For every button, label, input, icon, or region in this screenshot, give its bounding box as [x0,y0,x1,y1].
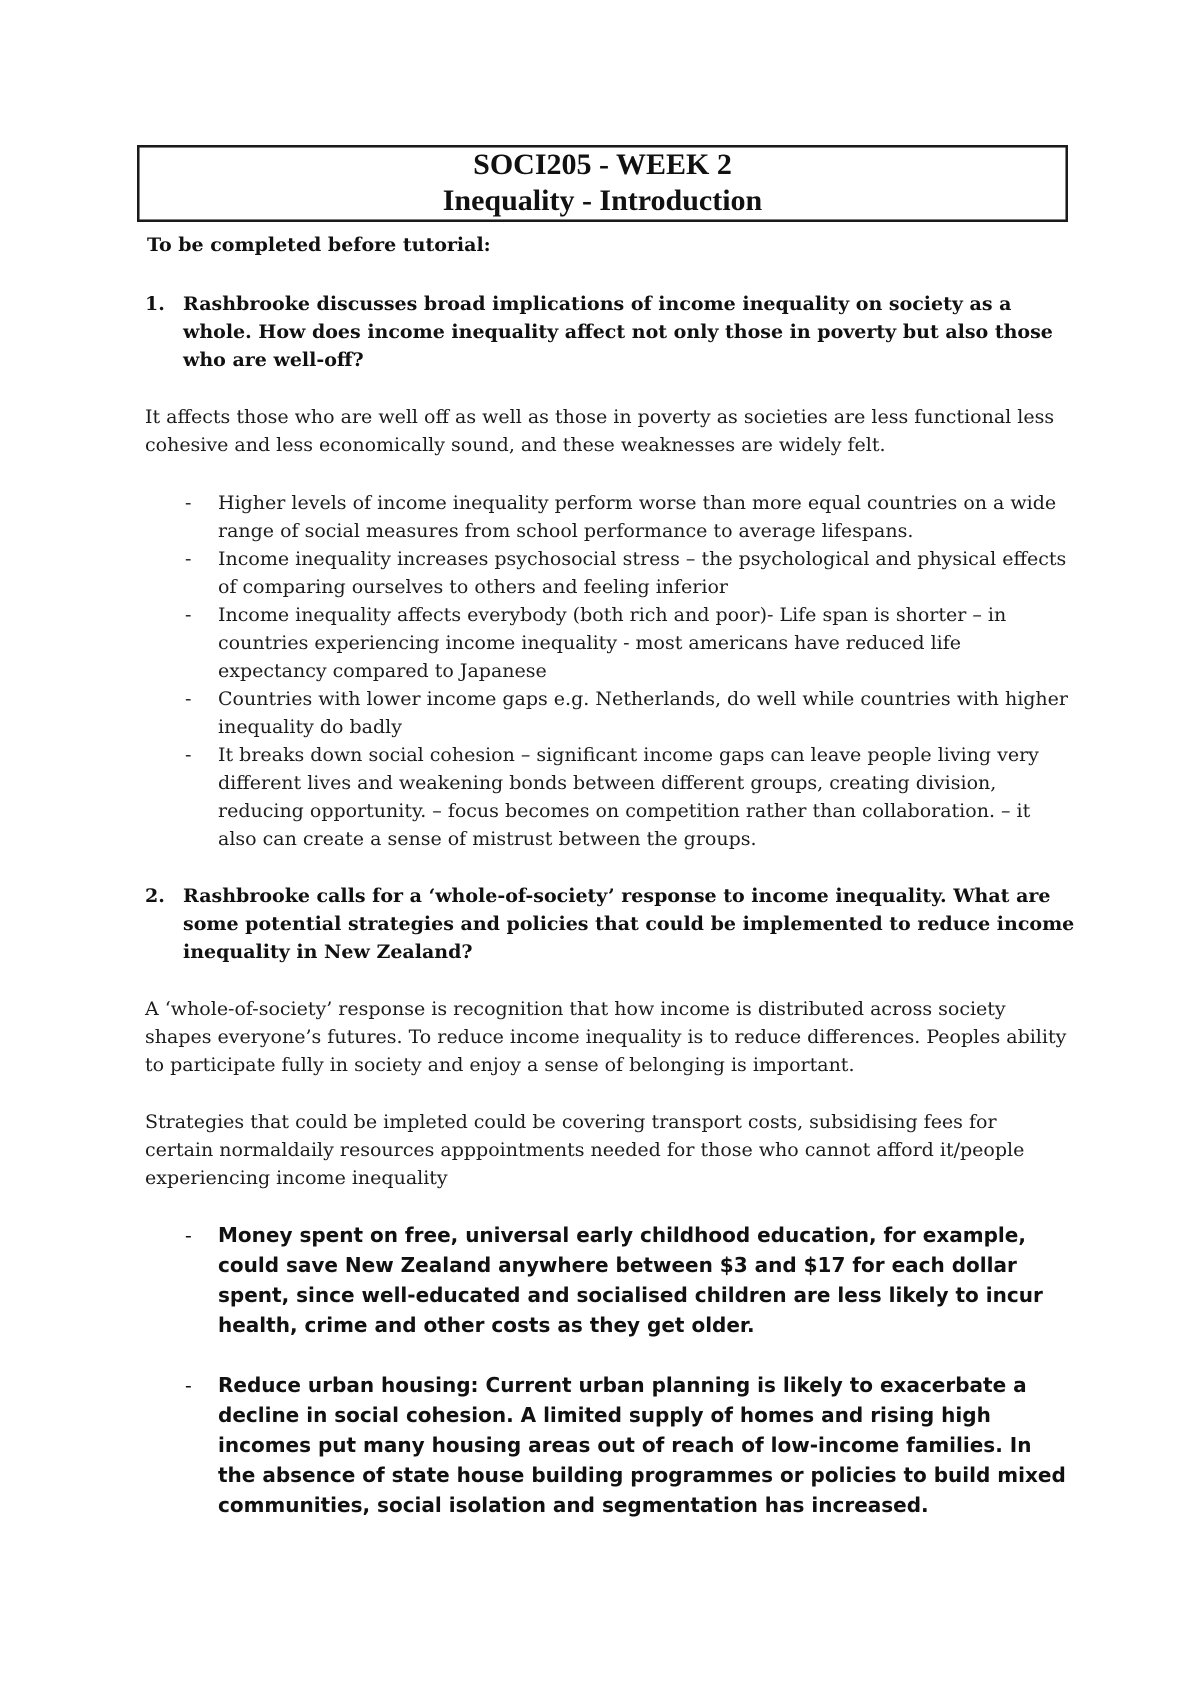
question-text: Rashbrooke calls for a ‘whole-of-society’ response to income inequality. What are some potential strategies and policies that could be implemented to reduce income inequality in New Zealand? [183,885,1075,963]
list-item [145,489,1070,545]
bullet-dash: - [185,1373,192,1397]
answer-paragraph: Strategies that could be impleted could be covering transport costs, subsidising fees for certain normaldaily resources apppointments needed for those who cannot afford it/people experiencing income inequality [145,1111,1025,1189]
bullet-list-bold [145,1220,1070,1520]
list-item [145,741,1070,853]
list-item [145,685,1070,741]
list-item-text: Reduce urban housing: Current urban planning is likely to exacerbate a decline in social cohesion. A limited supply of homes and rising high incomes put many housing areas out of reach of low-income families. In the absence of state house building programmes or policies to build mixed communities, social isolation and segmentation has increased. [218,1373,1066,1517]
list-item-text: It breaks down social cohesion – significant income gaps can leave people living very different lives and weakening bonds between different groups, creating division, reducing opportunity. – focus becomes on competition rather than collaboration. – it also can create a sense of mistrust between the groups. [218,744,1039,850]
bullet-dash: - [185,492,192,514]
bullet-dash: - [185,744,192,766]
question-1 [145,290,1075,374]
bullet-dash: - [185,688,192,710]
bullet-dash: - [185,548,192,570]
intro-label: To be completed before tutorial: [147,234,491,256]
list-item [145,545,1070,601]
answer-paragraph: A ‘whole-of-society’ response is recognition that how income is distributed across society shapes everyone’s futures. To reduce income inequality is to reduce differences. Peoples ability to participate fully in society and enjoy a sense of belonging is important. [145,998,1067,1076]
bullet-dash: - [185,604,192,626]
bullet-list [145,489,1070,853]
question-text: Rashbrooke discusses broad implications of income inequality on society as a whole. How does income inequality affect not only those in poverty but also those who are well-off? [183,293,1053,371]
list-item-text: Income inequality increases psychosocial stress – the psychological and physical effects of comparing ourselves to others and feeling inferior [218,548,1067,598]
question-number: 2. [145,885,165,907]
list-item [145,601,1070,685]
list-item-text: Countries with lower income gaps e.g. Netherlands, do well while countries with higher inequality do badly [218,688,1068,738]
list-item [145,1220,1070,1340]
list-item [145,1370,1070,1520]
course-title: SOCI205 - WEEK 2 [473,148,732,181]
title-box [137,145,1068,222]
answer-paragraph: It affects those who are well off as well as those in poverty as societies are less functional less cohesive and less economically sound, and these weaknesses are widely felt. [145,406,1055,456]
question-2 [145,882,1075,966]
list-item-text: Income inequality affects everybody (both rich and poor)- Life span is shorter – in countries experiencing income inequality - most americans have reduced life expectancy compared to Japanese [218,604,1007,682]
list-item-text: Money spent on free, universal early childhood education, for example, could save New Zealand anywhere between $3 and $17 for each dollar spent, since well-educated and socialised children are less likely to incur health, crime and other costs as they get older. [218,1223,1043,1337]
list-item-text: Higher levels of income inequality perform worse than more equal countries on a wide range of social measures from school performance to average lifespans. [218,492,1057,542]
topic-title: Inequality - Introduction [442,184,763,217]
question-number: 1. [145,293,165,315]
bullet-dash: - [185,1223,192,1247]
